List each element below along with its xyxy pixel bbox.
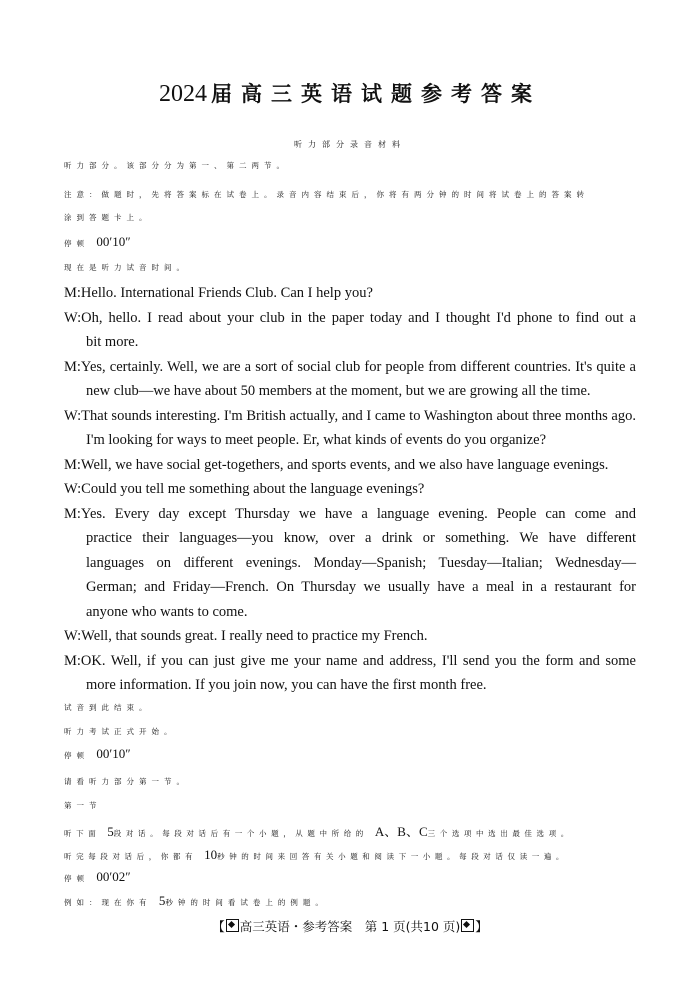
intro-line: 现在是听力试音时间。	[64, 263, 189, 272]
instruction-line: 听完每段对话后，你都有 10秒钟的时间来回答有关小题和阅读下一小题。每段对话仅读一遍。	[64, 847, 568, 862]
page-title	[0, 78, 700, 108]
dialogue-continuation: bit more.	[86, 334, 139, 350]
example-line: 例如：现在你有 5秒钟的时间看试卷上的例题。	[64, 893, 328, 908]
dialogue-continuation: anyone who wants to come.	[86, 603, 248, 620]
pause-line: 停顿 00′10″	[64, 746, 131, 761]
dialogue-line: W:That sounds interesting. I'm British actually, and I came to Washington about three months ago.	[64, 407, 636, 424]
title-year: 2024	[159, 81, 207, 107]
pause-line: 停顿 00′02″	[64, 869, 131, 884]
dialogue-continuation: practice their languages—you know, over a drink or something. We have different	[86, 530, 636, 546]
footer-text: 高三英语・参考答案 第 1 页(共10 页)	[239, 919, 461, 934]
dialogue-continuation: German; and Friday—French. On Thursday we usually have a meal in a restaurant for	[86, 579, 636, 595]
note-line: 听力考试正式开始。	[64, 727, 177, 736]
page-footer: 【 高三英语・参考答案 第 1 页(共10 页) 】	[212, 919, 488, 934]
intro-line: 注意：做题时，先将答案标在试卷上。录音内容结束后，你将有两分钟的时间将试卷上的答案转	[64, 190, 589, 199]
section-label: 第一节	[64, 801, 102, 810]
instruction-line: 听下面 5段对话。每段对话后有一个小题，从题中所给的 A、B、C三个选项中选出最佳选项。	[64, 824, 573, 839]
section-subtitle: 听力部分录音材料	[294, 140, 406, 149]
dialogue-line: M:Yes, certainly. Well, we are a sort of social club for people from different countries. It's quite a	[64, 358, 636, 375]
note-line: 请看听力部分第一节。	[64, 777, 189, 786]
dialogue-line: M:Yes. Every day except Thursday we have a language evening. People can come and	[64, 505, 636, 522]
dialogue-line: M:Well, we have social get-togethers, and sports events, and we also have language evenings.	[64, 456, 609, 473]
dialogue-line: W:Oh, hello. I read about your club in the paper today and I thought I'd phone to find out a	[64, 309, 636, 326]
dialogue-continuation: languages on different evenings. Monday—Spanish; Tuesday—Italian; Wednesday—	[86, 554, 636, 571]
dialogue-line: M:OK. Well, if you can just give me your name and address, I'll send you the form and some	[64, 652, 636, 669]
dialogue-continuation: new club—we have about 50 members at the moment, but we are growing all the time.	[86, 383, 591, 399]
dialogue-line: W:Well, that sounds great. I really need to practice my French.	[64, 628, 428, 644]
diamond-icon	[226, 919, 239, 932]
diamond-icon	[461, 919, 474, 932]
dialogue-line: W:Could you tell me something about the language evenings?	[64, 481, 425, 497]
intro-line: 停顿 00′10″	[64, 234, 131, 249]
dialogue-line: M:Hello. International Friends Club. Can I help you?	[64, 285, 373, 301]
title-text: 届高三英语试题参考答案	[211, 82, 541, 106]
intro-line: 涂到答题卡上。	[64, 213, 152, 222]
intro-line: 听力部分。该部分分为第一、第二两节。	[64, 161, 289, 170]
dialogue-transcript	[64, 281, 636, 698]
dialogue-continuation: more information. If you join now, you can have the first month free.	[86, 677, 487, 693]
dialogue-continuation: I'm looking for ways to meet people. Er, what kinds of events do you organize?	[86, 432, 547, 448]
note-line: 试音到此结束。	[64, 703, 152, 712]
